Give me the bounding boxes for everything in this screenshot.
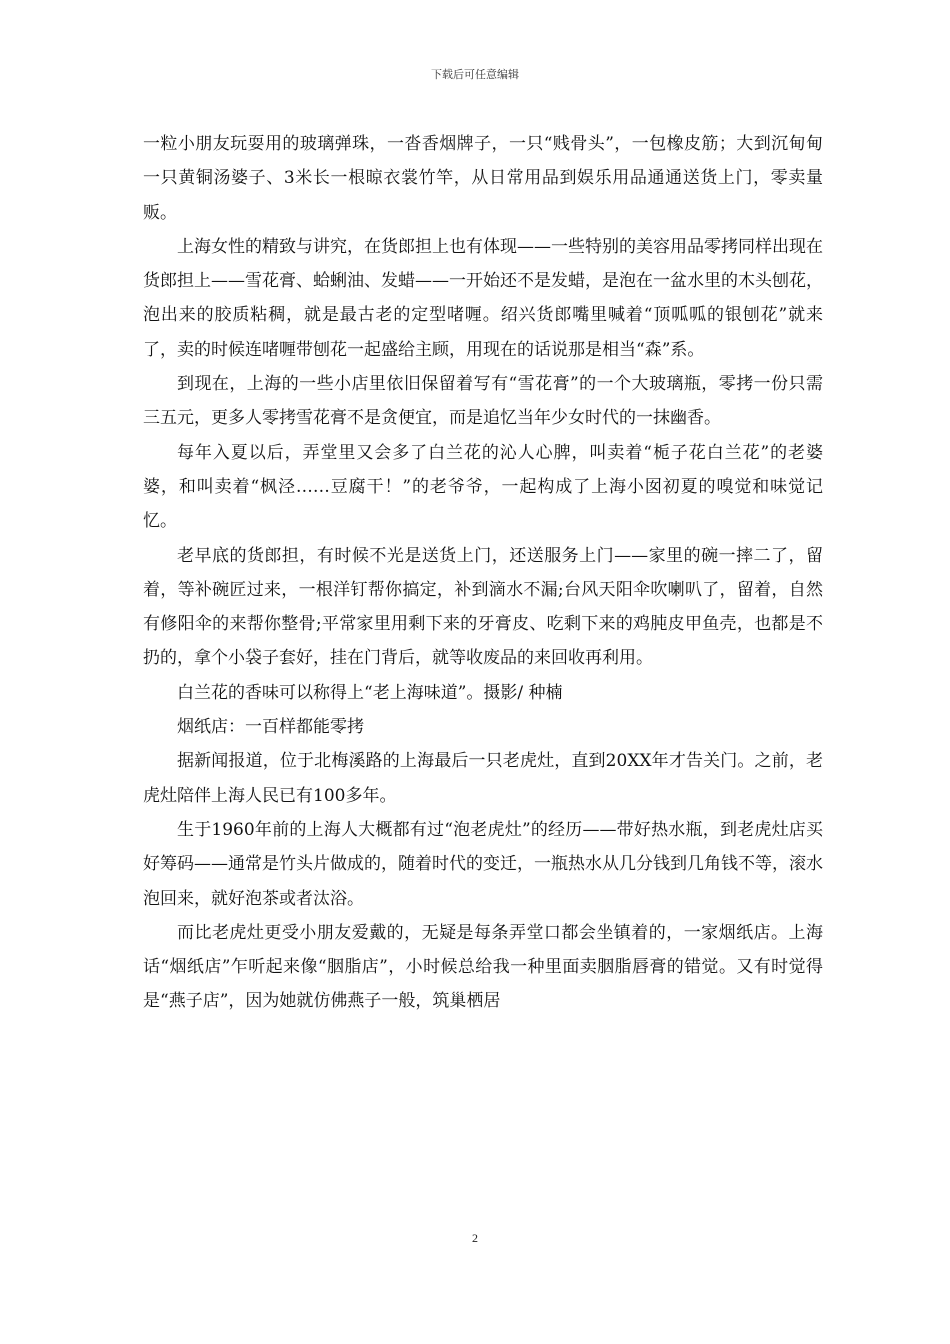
page-number: 2 bbox=[472, 1231, 478, 1245]
paragraph: 老早底的货郎担，有时候不光是送货上门，还送服务上门——家里的碗一摔二了，留着，等补碗匠过来，一根洋钉帮你搞定，补到滴水不漏;台风天阳伞吹喇叭了，留着，自然有修阳伞的来帮你整骨;平常家里用剩下来的牙膏皮、吃剩下来的鸡肫皮甲鱼壳，也都是不扔的，拿个小袋子套好，挂在门背后，就等收废品的来回收再利用。 bbox=[143, 545, 823, 669]
paragraph: 据新闻报道，位于北梅溪路的上海最后一只老虎灶，直到20XX年才告关门。之前，老虎灶陪伴上海人民已有100多年。 bbox=[143, 751, 823, 806]
document-body bbox=[143, 127, 823, 1019]
page-header: 下载后可任意编辑 bbox=[431, 68, 519, 81]
paragraph: 到现在，上海的一些小店里依旧保留着写有“雪花膏”的一个大玻璃瓶，零拷一份只需三五元，更多人零拷雪花膏不是贪便宜，而是追忆当年少女时代的一抹幽香。 bbox=[143, 374, 823, 429]
paragraph: 生于1960年前的上海人大概都有过“泡老虎灶”的经历——带好热水瓶，到老虎灶店买好筹码——通常是竹头片做成的，随着时代的变迁，一瓶热水从几分钱到几角钱不等，滚水泡回来，就好泡茶或者汰浴。 bbox=[143, 819, 823, 909]
photo-caption: 白兰花的香味可以称得上“老上海味道”。摄影/ 种楠 bbox=[177, 682, 563, 703]
paragraph: 上海女性的精致与讲究，在货郎担上也有体现——一些特别的美容用品零拷同样出现在货郎担上——雪花膏、蛤蜊油、发蜡——一开始还不是发蜡，是泡在一盆水里的木头刨花，泡出来的胶质粘稠，就是最古老的定型啫喱。绍兴货郎嘴里喊着“顶呱呱的银刨花”就来了，卖的时候连啫喱带刨花一起盛给主顾，用现在的话说那是相当“森”系。 bbox=[143, 236, 823, 360]
section-heading: 烟纸店：一百样都能零拷 bbox=[177, 717, 364, 738]
paragraph: 一粒小朋友玩耍用的玻璃弹珠，一沓香烟牌子，一只“贱骨头”，一包橡皮筋；大到沉甸甸一只黄铜汤婆子、3米长一根晾衣裳竹竿，从日常用品到娱乐用品通通送货上门，零卖量贩。 bbox=[143, 134, 823, 223]
paragraph: 每年入夏以后，弄堂里又会多了白兰花的沁人心脾，叫卖着“栀子花白兰花”的老婆婆，和叫卖着“枫泾……豆腐干！”的老爷爷，一起构成了上海小囡初夏的嗅觉和味觉记忆。 bbox=[143, 442, 823, 532]
paragraph: 而比老虎灶更受小朋友爱戴的，无疑是每条弄堂口都会坐镇着的，一家烟纸店。上海话“烟纸店”乍听起来像“胭脂店”，小时候总给我一种里面卖胭脂唇膏的错觉。又有时觉得是“燕子店”，因为她就仿佛燕子一般，筑巢栖居 bbox=[143, 922, 823, 1012]
